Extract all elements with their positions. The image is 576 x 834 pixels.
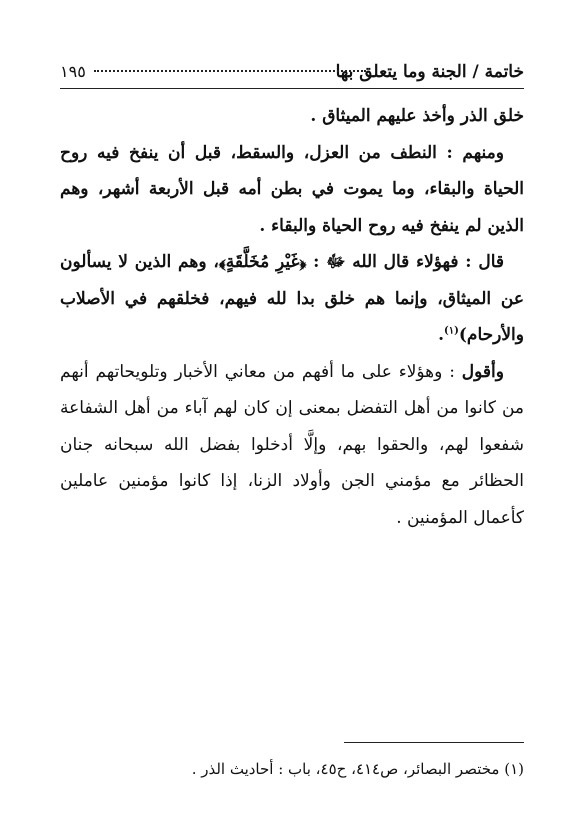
running-header — [60, 58, 524, 86]
running-header-title: خاتمة / الجنة وما يتعلق بها — [335, 62, 524, 82]
paragraph-1: خلق الذر وأخذ عليهم الميثاق . — [310, 106, 524, 126]
header-rule — [60, 88, 524, 89]
paragraph-3-rest: ، وهم الذين لا يسألون عن الميثاق، وإنما هم خلق بدا لله فيهم، فخلقهم في الأصلاب والأرحام) — [60, 252, 524, 345]
paragraph-4 — [60, 354, 524, 537]
footnote-separator — [344, 742, 524, 743]
quran-quote: ﴿غَيْرِ مُخَلَّقَةٍ﴾ — [218, 252, 307, 272]
paragraph-4-lead: وأقول — [461, 361, 504, 382]
paragraph-3-end: . — [438, 325, 445, 345]
paragraph-3-start: قال : فهؤلاء قال الله ﷻ : — [306, 252, 504, 272]
header-dot-leader — [94, 70, 366, 72]
paragraph-2: ومنهم : النطف من العزل، والسقط، قبل أن ينفخ فيه روح الحياة والبقاء، وما يموت في بطن أمه قبل الأربعة أشهر، وهم الذين لم ينفخ فيه روح الحياة والبقاء . — [60, 142, 524, 236]
footnote-reference[interactable]: (١) — [444, 325, 459, 337]
paragraph-3 — [60, 244, 524, 354]
footnote: (١) مختصر البصائر، ص٤١٤، ح٤٥، باب : أحاديث الذر . — [191, 760, 524, 778]
main-text — [60, 98, 524, 536]
page-number: ١٩٥ — [60, 62, 86, 81]
paragraph-4-text: : وهؤلاء على ما أفهم من معاني الأخبار وتلويحاتهم أنهم من كانوا من أهل التفضل بمعنى إن كان لهم آباء من أهل الشفاعة شفعوا لهم، والحقوا بهم، وإلَّا أدخلوا بفضل الله سبحانه جنان الحظائر مع مؤمني الجن وأولاد الزنا، إذا كانوا مؤمنين عاملين كأعمال المؤمنين . — [60, 361, 524, 528]
